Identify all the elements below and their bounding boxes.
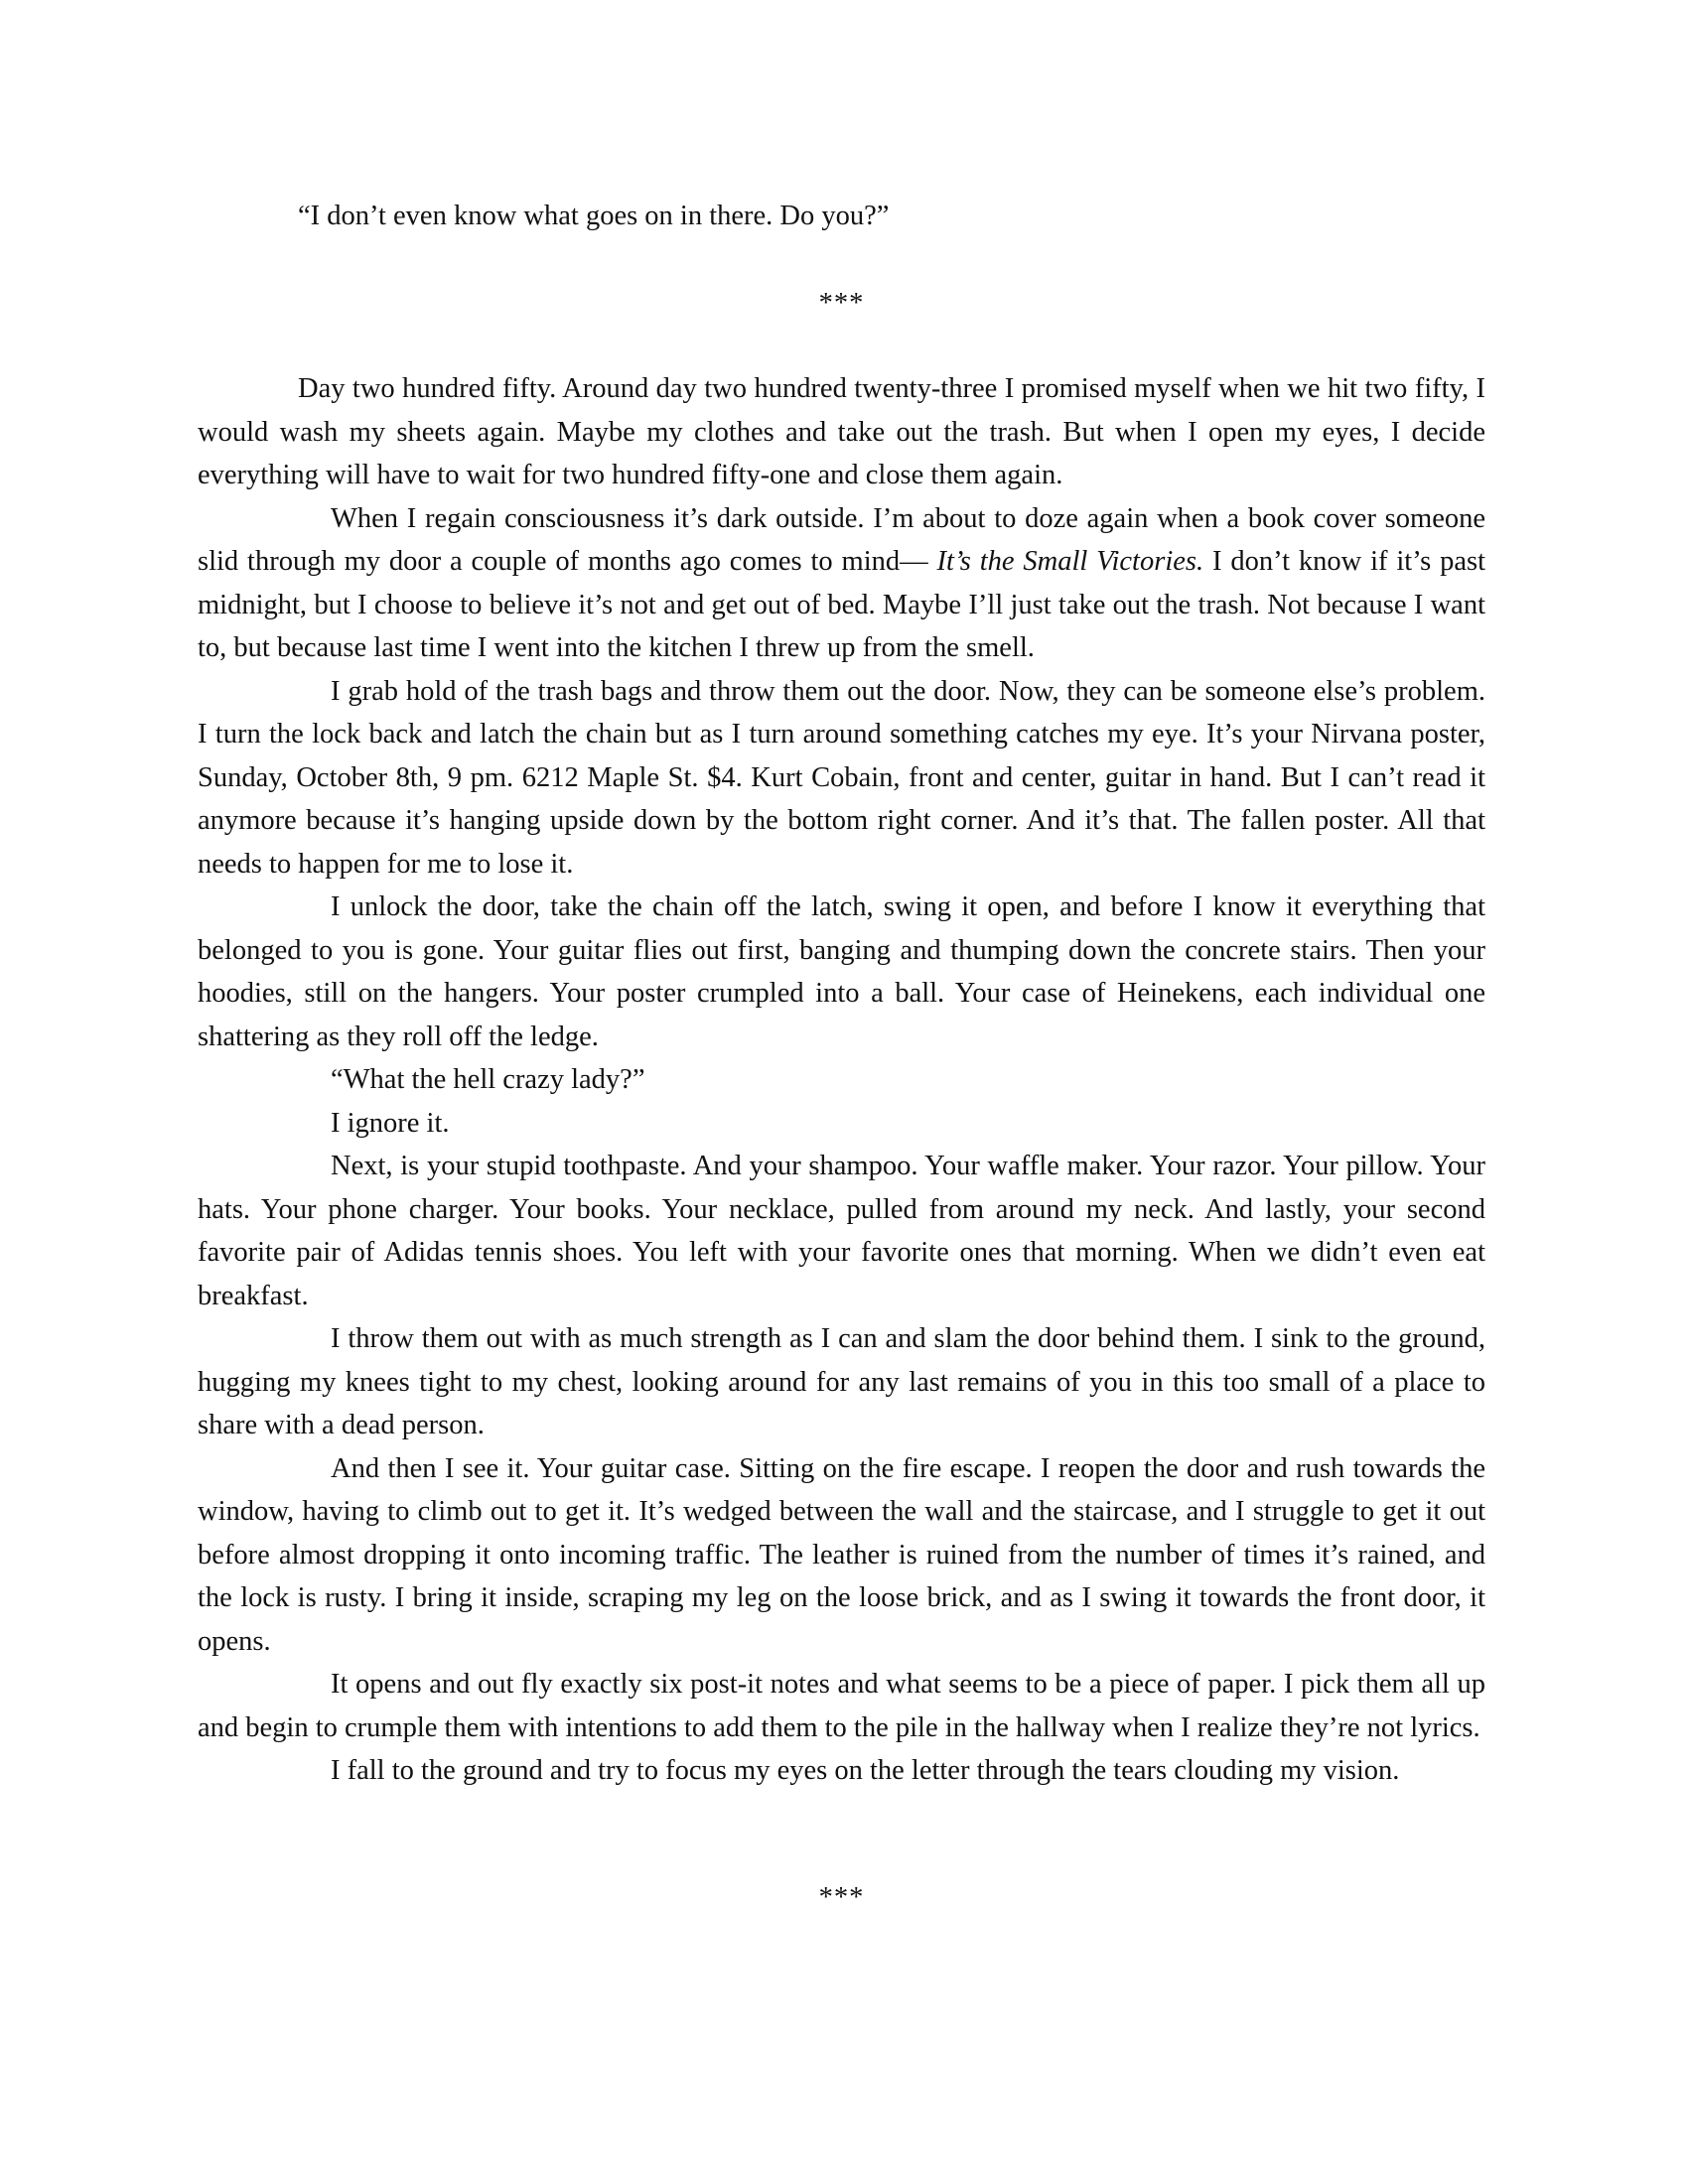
paragraph-fall-to-ground: I fall to the ground and try to focus my eyes on the letter through the tears clouding my vision. [331,1755,1400,1786]
opening-dialogue-line: “I don’t even know what goes on in there. Do you?” [298,201,890,231]
section-separator-bottom: *** [818,1882,865,1913]
paragraph-slam-door: I throw them out with as much strength as I can and slam the door behind them. I sink to the ground, hugging my knees tight to my chest, looking around for any last remains of you in this too small of a place to share with a dead person. [198,1323,1485,1440]
section-separator-top: *** [818,288,865,319]
paragraph-ignore-it: I ignore it. [331,1107,450,1139]
paragraph-trash-bags: I grab hold of the trash bags and throw them out the door. Now, they can be someone else’s problem. I turn the lock back and latch the chain but as I turn around something catches my eye. It’s your Nirvana poster, Sunday, October 8th, 9 pm. 6212 Maple St. $4. Kurt Cobain, front and center, guitar in hand. But I can’t read it anymore because it’s hanging upside down by the bottom right corner. And it’s that. The fallen poster. All that needs to happen for me to lose it. [198,675,1485,880]
paragraph-guitar-case: And then I see it. Your guitar case. Sitting on the fire escape. I reopen the door and rush towards the window, having to climb out to get it. It’s wedged between the wall and the staircase, and I struggle to get it out before almost dropping it onto incoming traffic. The leather is ruined from the number of times it’s rained, and the lock is rusty. I bring it inside, scraping my leg on the loose brick, and as I swing it towards the front door, it opens. [198,1452,1485,1657]
paragraph-dialogue-crazy-lady: “What the hell crazy lady?” [331,1064,645,1095]
paragraph-toothpaste-list: Next, is your stupid toothpaste. And your shampoo. Your waffle maker. Your razor. Your pillow. Your hats. Your phone charger. Your books. Your necklace, pulled from around my neck. And lastly, your second favorite pair of Adidas tennis shoes. You left with your favorite ones that morning. When we didn’t even eat breakfast. [198,1151,1485,1311]
book-title: It’s the Small Victories. [936,546,1204,577]
paragraph-text-before-title: When I regain consciousness it’s dark outside. I’m about to doze again when a book cover someone slid through my door a couple of months ago comes to mind— [198,502,1485,577]
paragraph-text-after-title: I don’t know if it’s past midnight, but I choose to believe it’s not and get out of bed. Maybe I’ll just take out the trash. Not because I want to, but because last time I went into the kitchen I threw up from the smell. [198,546,1485,663]
paragraph-day-two-hundred-fifty: Day two hundred fifty. Around day two hundred twenty-three I promised myself when we hit two fifty, I would wash my sheets again. Maybe my clothes and take out the trash. But when I open my eyes, I decide everything will have to wait for two hundred fifty-one and close them again. [198,373,1485,490]
body-text [198,367,1485,1793]
paragraph-unlock-door: I unlock the door, take the chain off the latch, swing it open, and before I know it everything that belonged to you is gone. Your guitar flies out first, banging and thumping down the concrete stairs. Then your hoodies, still on the hangers. Your poster crumpled into a ball. Your case of Heinekens, each individual one shattering as they roll off the ledge. [198,891,1485,1052]
paragraph-post-it-notes: It opens and out fly exactly six post-it notes and what seems to be a piece of paper. I pick them all up and begin to crumple them with intentions to add them to the pile in the hallway when I realize they’re not lyrics. [198,1669,1485,1743]
paragraph-regain-consciousness [198,497,1485,670]
